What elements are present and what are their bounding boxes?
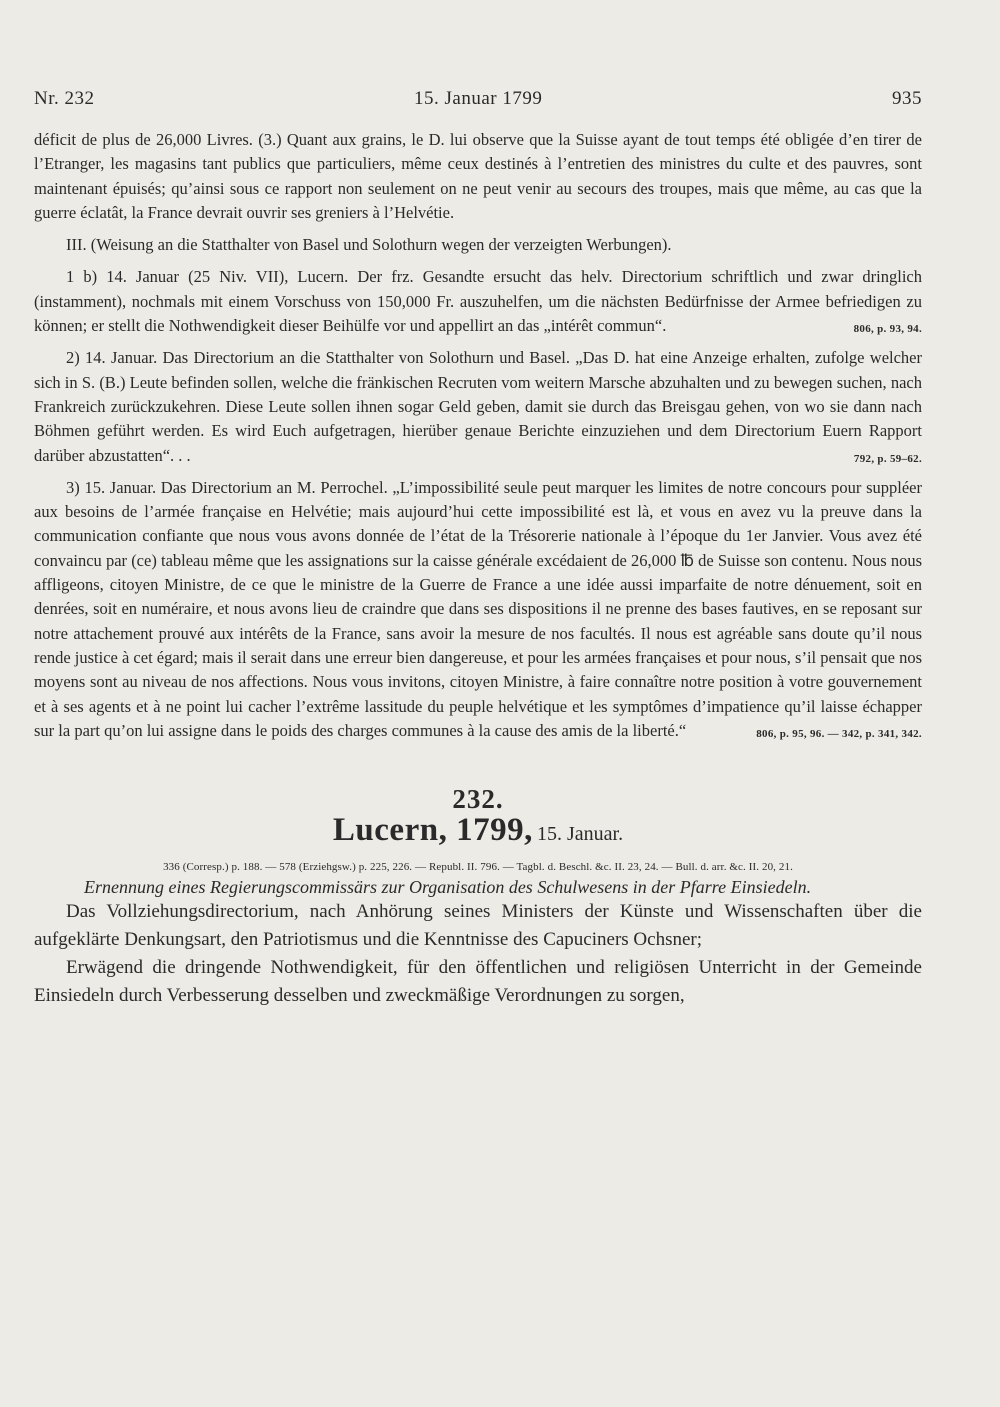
source-reference: 806, p. 93, 94. <box>853 323 922 336</box>
running-header <box>34 88 922 116</box>
document-number: 232. <box>452 784 504 815</box>
paragraph-deficit: déficit de plus de 26,000 Livres. (3.) Quant aux grains, le D. lui observe que la Suisse ayant de tout temps été obligée d’en tirer de l’Etranger, les magasins tant publics que particuliers, même ceux destinés à l’entretien des ministres du culte et des pauvres, sont maintenant épuisés; qu’ainsi sous ce rapport non seulement on ne peut venir au secours des troupes, mais que même, au cas que la guerre éclatât, la France devrait ouvrir ses greniers à l’Helvétie. <box>34 130 922 222</box>
place-year: Lucern, 1799, <box>332 812 533 849</box>
paragraph-3 <box>34 476 922 743</box>
document-text-1: Das Vollziehungsdirectorium, nach Anhörung seines Ministers der Künste und Wissenschaften über die aufgeklärte Denkungsart, den Patriotismus und die Kenntnisse des Capuciners Ochsner; <box>34 901 922 951</box>
paragraph-weisung: III. (Weisung an die Statthalter von Basel und Solothurn wegen der verzeigten Werbungen). <box>66 235 672 255</box>
document-regest: Ernennung eines Regierungscommissärs zur Organisation des Schulwesens in der Pfarre Einsiedeln. <box>84 877 812 898</box>
source-reference: 792, p. 59–62. <box>853 452 922 465</box>
paragraph-2 <box>34 346 922 467</box>
source-references: 336 (Corresp.) p. 188. — 578 (Erziehgsw.) p. 225, 226. — Republ. II. 796. — Tagbl. d. Beschl. &c. II. 23, 24. — Bull. d. arr. &c. II. 20, 21. <box>163 861 793 874</box>
page-number: 935 <box>892 88 922 109</box>
document-text-2: Erwägend die dringende Nothwendigkeit, für den öffentlichen und religiösen Unterricht in der Gemeinde Einsiedeln durch Verbesserung desselben und zweckmäßige Verordnungen zu sorgen, <box>34 957 922 1007</box>
document-number-header: Nr. 232 <box>34 88 95 109</box>
paragraph-2-text: 2) 14. Januar. Das Directorium an die Statthalter von Solothurn und Basel. „Das D. hat eine Anzeige erhalten, zufolge welcher sich in S. (B.) Leute befinden sollen, welche die fränkischen Recruten vom weitern Marsche abzuhalten und zu bewegen suchen, nach Frankreich zurückzukehren. Diese Leute sollen ihnen sogar Geld geben, damit sie durch das Breisgau gehen, von wo sie dann nach Böhmen geführt werden. Es wird Euch aufgetragen, hierüber genaue Berichte einzuziehen und dem Directorium Euern Rapport darüber abzustatten“. . . <box>34 348 922 465</box>
source-reference: 806, p. 95, 96. — 342, p. 341, 342. <box>756 727 922 740</box>
page-body <box>34 128 922 1010</box>
document-date: 15. Januar. <box>536 823 624 846</box>
date-header: 15. Januar 1799 <box>414 88 543 109</box>
paragraph-3-text: 3) 15. Januar. Das Directorium an M. Perrochel. „L’impossibilité seule peut marquer les limites de notre concours pour suppléer aux besoins de l’armée française en Helvétie; mais aujourd’hui cette impossibilité est là, et vous en avez vu la preuve dans la communication confiante que nous vous avons donnée de l’état de la Trésorerie nationale à l’époque du 1er Janvier. Vous avez été convaincu par (ce) tableau même que les assignations sur la caisse générale excédaient de 26,000 ℔ de Suisse son contenu. Nous nous affligeons, citoyen Ministre, de ce que le ministre de la Guerre de France a une idée aussi imparfaite de notre dénuement, soit en denrées, soit en numéraire, et nous avons lieu de craindre que dans ses dispositions il ne prenne des bases fautives, en se reposant sur notre attachement prouvé aux intérêts de la France, sans avoir la mesure de nos facultés. Il nous est agréable sans doute qu’il nous rende justice à cet égard; mais il serait dans une erreur bien dangereuse, et pour les armées françaises et pour nous, s’il pensait que nos moyens sont au niveau de nos affections. Nous vous invitons, citoyen Ministre, à faire connaître notre position à votre gouvernement et à ses agents et à ne point lui cacher l’extrême lassitude du peuple helvétique et les symptômes d’impatience qu’il laisse échapper sur la part qu’on lui assigne dans le poids des charges communes à la cause des amis de la liberté.“ <box>34 477 922 740</box>
paragraph-1b <box>34 265 922 338</box>
paragraph-1b-text: 1 b) 14. Januar (25 Niv. VII), Lucern. Der frz. Gesandte ersucht das helv. Directorium schriftlich und zwar dringlich (instamment), nochmals mit einem Vorschuss von 150,000 Fr. auszuhelfen, um die nächsten Bedürfnisse der Armee befriedigen zu können; er stellt die Nothwendigkeit dieser Beihülfe vor und appellirt an das „intérêt commun“. <box>34 267 922 336</box>
document-place-date <box>34 813 922 852</box>
